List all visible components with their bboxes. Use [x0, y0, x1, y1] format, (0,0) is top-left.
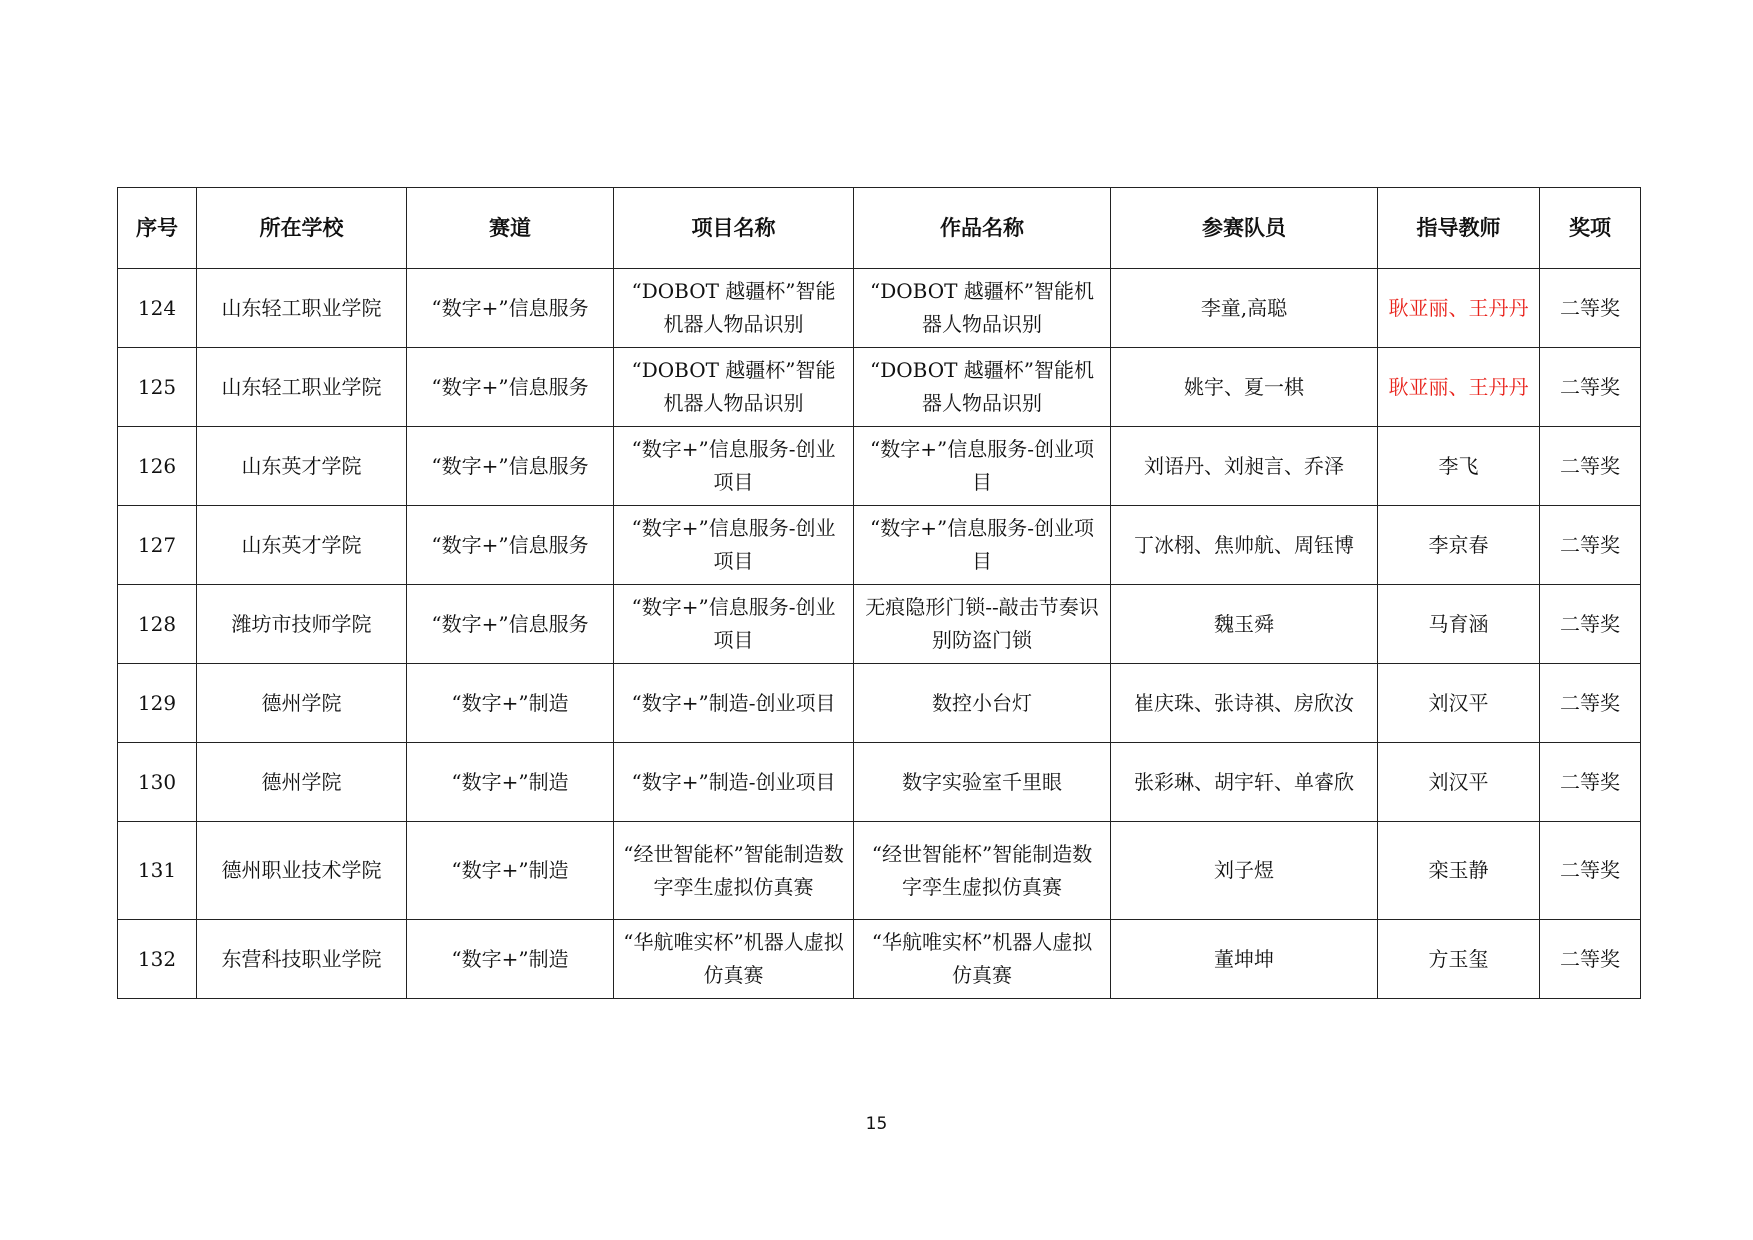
- instructor-cell: 刘汉平: [1378, 664, 1540, 743]
- table-row: [118, 822, 1641, 920]
- project-name-cell: “DOBOT 越疆杯”智能机器人物品识别: [614, 269, 854, 348]
- serial-number-cell: 128: [118, 585, 197, 664]
- project-name-cell: “数字+”制造-创业项目: [614, 664, 854, 743]
- project-name-cell: “数字+”信息服务-创业项目: [614, 427, 854, 506]
- work-name-cell: “华航唯实杯”机器人虚拟仿真赛: [854, 920, 1111, 999]
- track-cell: “数字+”制造: [407, 920, 614, 999]
- header-cell: 序号: [118, 188, 197, 269]
- serial-number-cell: 132: [118, 920, 197, 999]
- serial-number-cell: 127: [118, 506, 197, 585]
- award-cell: 二等奖: [1540, 822, 1641, 920]
- work-name-cell: “经世智能杯”智能制造数字孪生虚拟仿真赛: [854, 822, 1111, 920]
- award-cell: 二等奖: [1540, 348, 1641, 427]
- header-row: [118, 188, 1641, 269]
- school-cell: 山东轻工职业学院: [197, 269, 407, 348]
- instructor-cell: 李京春: [1378, 506, 1540, 585]
- award-cell: 二等奖: [1540, 743, 1641, 822]
- track-cell: “数字+”制造: [407, 822, 614, 920]
- team-members-cell: 崔庆珠、张诗祺、房欣汝: [1111, 664, 1378, 743]
- page-number: 15: [865, 1114, 888, 1134]
- serial-number-cell: 130: [118, 743, 197, 822]
- project-name-cell: “数字+”制造-创业项目: [614, 743, 854, 822]
- header-cell: 赛道: [407, 188, 614, 269]
- award-cell: 二等奖: [1540, 664, 1641, 743]
- track-cell: “数字+”制造: [407, 743, 614, 822]
- work-name-cell: 数控小台灯: [854, 664, 1111, 743]
- table-row: [118, 427, 1641, 506]
- school-cell: 德州职业技术学院: [197, 822, 407, 920]
- table-row: [118, 664, 1641, 743]
- table-row: [118, 920, 1641, 999]
- award-table: [117, 187, 1641, 999]
- instructor-cell: 耿亚丽、王丹丹: [1378, 348, 1540, 427]
- award-cell: 二等奖: [1540, 585, 1641, 664]
- work-name-cell: 无痕隐形门锁--敲击节奏识别防盗门锁: [854, 585, 1111, 664]
- project-name-cell: “数字+”信息服务-创业项目: [614, 585, 854, 664]
- work-name-cell: “DOBOT 越疆杯”智能机器人物品识别: [854, 348, 1111, 427]
- work-name-cell: 数字实验室千里眼: [854, 743, 1111, 822]
- track-cell: “数字+”制造: [407, 664, 614, 743]
- serial-number-cell: 126: [118, 427, 197, 506]
- header-cell: 奖项: [1540, 188, 1641, 269]
- instructor-cell: 耿亚丽、王丹丹: [1378, 269, 1540, 348]
- serial-number-cell: 124: [118, 269, 197, 348]
- award-cell: 二等奖: [1540, 427, 1641, 506]
- table-row: [118, 269, 1641, 348]
- track-cell: “数字+”信息服务: [407, 269, 614, 348]
- team-members-cell: 魏玉舜: [1111, 585, 1378, 664]
- team-members-cell: 李童,高聪: [1111, 269, 1378, 348]
- team-members-cell: 姚宇、夏一棋: [1111, 348, 1378, 427]
- header-cell: 指导教师: [1378, 188, 1540, 269]
- instructor-cell: 刘汉平: [1378, 743, 1540, 822]
- table-row: [118, 743, 1641, 822]
- work-name-cell: “DOBOT 越疆杯”智能机器人物品识别: [854, 269, 1111, 348]
- school-cell: 东营科技职业学院: [197, 920, 407, 999]
- instructor-cell: 栾玉静: [1378, 822, 1540, 920]
- team-members-cell: 张彩琳、胡宇轩、单睿欣: [1111, 743, 1378, 822]
- school-cell: 山东英才学院: [197, 506, 407, 585]
- project-name-cell: “DOBOT 越疆杯”智能机器人物品识别: [614, 348, 854, 427]
- instructor-cell: 方玉玺: [1378, 920, 1540, 999]
- serial-number-cell: 129: [118, 664, 197, 743]
- work-name-cell: “数字+”信息服务-创业项目: [854, 506, 1111, 585]
- track-cell: “数字+”信息服务: [407, 348, 614, 427]
- school-cell: 德州学院: [197, 743, 407, 822]
- track-cell: “数字+”信息服务: [407, 427, 614, 506]
- instructor-cell: 李飞: [1378, 427, 1540, 506]
- team-members-cell: 刘子煜: [1111, 822, 1378, 920]
- track-cell: “数字+”信息服务: [407, 506, 614, 585]
- school-cell: 德州学院: [197, 664, 407, 743]
- team-members-cell: 刘语丹、刘昶言、乔泽: [1111, 427, 1378, 506]
- header-cell: 作品名称: [854, 188, 1111, 269]
- school-cell: 山东轻工职业学院: [197, 348, 407, 427]
- project-name-cell: “华航唯实杯”机器人虚拟仿真赛: [614, 920, 854, 999]
- project-name-cell: “经世智能杯”智能制造数字孪生虚拟仿真赛: [614, 822, 854, 920]
- table-row: [118, 506, 1641, 585]
- table-body: [118, 269, 1641, 999]
- header-cell: 项目名称: [614, 188, 854, 269]
- team-members-cell: 丁冰栩、焦帅航、周钰博: [1111, 506, 1378, 585]
- team-members-cell: 董坤坤: [1111, 920, 1378, 999]
- award-cell: 二等奖: [1540, 269, 1641, 348]
- serial-number-cell: 131: [118, 822, 197, 920]
- instructor-cell: 马育涵: [1378, 585, 1540, 664]
- project-name-cell: “数字+”信息服务-创业项目: [614, 506, 854, 585]
- table-row: [118, 585, 1641, 664]
- track-cell: “数字+”信息服务: [407, 585, 614, 664]
- serial-number-cell: 125: [118, 348, 197, 427]
- table-row: [118, 348, 1641, 427]
- award-cell: 二等奖: [1540, 506, 1641, 585]
- header-cell: 所在学校: [197, 188, 407, 269]
- school-cell: 山东英才学院: [197, 427, 407, 506]
- header-cell: 参赛队员: [1111, 188, 1378, 269]
- school-cell: 潍坊市技师学院: [197, 585, 407, 664]
- work-name-cell: “数字+”信息服务-创业项目: [854, 427, 1111, 506]
- award-cell: 二等奖: [1540, 920, 1641, 999]
